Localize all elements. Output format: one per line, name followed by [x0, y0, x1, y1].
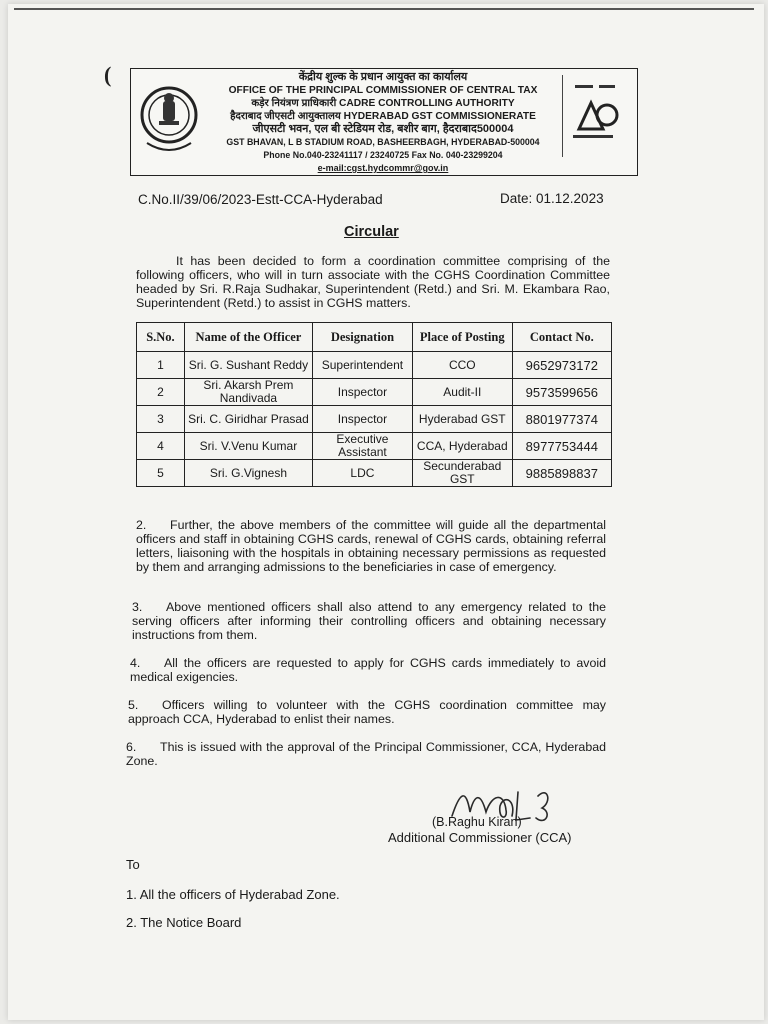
- table-row: [137, 352, 612, 379]
- cell-place: Hyderabad GST: [412, 406, 512, 433]
- paragraph-text: This is issued with the approval of the Principal Commissioner, CCA, Hyderabad Zone.: [126, 740, 606, 768]
- cell-contact: 8977753444: [512, 433, 611, 460]
- intro-paragraph: It has been decided to form a coordination committee comprising of the following officers, who will in turn associate with the CGHS Coordination Committee headed by Sri. R.Raja Sudhakar, Superintendent (Retd.) and Sri. M. Ekambara Rao, Superintendent (Retd.) to assist in CGHS matters.: [136, 254, 610, 310]
- recipient-item: 1. All the officers of Hyderabad Zone.: [126, 887, 340, 902]
- cell-designation: Inspector: [312, 379, 412, 406]
- table-row: [137, 433, 612, 460]
- letterhead-hindi-title: केंद्रीय शुल्क के प्रधान आयुक्त का कार्यालय: [298, 71, 468, 83]
- gst-logo: [562, 75, 629, 157]
- header-place: Place of Posting: [412, 323, 512, 352]
- cell-name: Sri. G. Sushant Reddy: [184, 352, 312, 379]
- cell-place: CCA, Hyderabad: [412, 433, 512, 460]
- page-title: Circular: [344, 224, 399, 240]
- letterhead: [130, 68, 638, 176]
- table-row: [137, 406, 612, 433]
- cell-designation: Executive Assistant: [312, 433, 412, 460]
- signatory-name: (B.Raghu Kiran): [432, 815, 522, 829]
- cell-sno: 1: [137, 352, 185, 379]
- circular-date: Date: 01.12.2023: [500, 191, 604, 206]
- letterhead-hindi-address: जीएसटी भवन, एल बी स्टेडियम रोड, बशीर बाग, हैदराबाद500004: [252, 123, 514, 135]
- cell-sno: 5: [137, 460, 185, 487]
- cell-designation: Inspector: [312, 406, 412, 433]
- officers-table: [136, 322, 612, 487]
- letterhead-address: GST BHAVAN, L B STADIUM ROAD, BASHEERBAGH, HYDERABAD-500004: [226, 137, 540, 147]
- top-edge-line: [14, 8, 754, 10]
- paragraph-number: 4.: [130, 656, 141, 670]
- signatory-designation: Additional Commissioner (CCA): [388, 830, 572, 845]
- cell-contact: 9573599656: [512, 379, 611, 406]
- letterhead-commissionerate: हैदराबाद जीएसटी आयुक्तालय HYDERABAD GST COMMISSIONERATE: [230, 111, 536, 122]
- letterhead-text: [203, 71, 563, 175]
- punch-mark: (: [104, 62, 112, 87]
- paragraph-5: [128, 698, 606, 726]
- paragraph-6: [126, 740, 606, 768]
- cell-sno: 4: [137, 433, 185, 460]
- paragraph-2: [136, 518, 606, 574]
- cell-place: CCO: [412, 352, 512, 379]
- header-name: Name of the Officer: [184, 323, 312, 352]
- header-contact: Contact No.: [512, 323, 611, 352]
- letterhead-phone: Phone No.040-23241117 / 23240725 Fax No. 040-23299204: [263, 150, 503, 160]
- paragraph-3: [132, 600, 606, 642]
- header-designation: Designation: [312, 323, 412, 352]
- cell-contact: 9652973172: [512, 352, 611, 379]
- paragraph-number: 3.: [132, 600, 143, 614]
- cell-name: Sri. V.Venu Kumar: [184, 433, 312, 460]
- paragraph-text: All the officers are requested to apply for CGHS cards immediately to avoid medical exigencies.: [130, 656, 606, 684]
- cell-place: Secunderabad GST: [412, 460, 512, 487]
- table-header-row: [137, 323, 612, 352]
- emblem-seal-icon: [139, 81, 199, 157]
- gst-logo-icon: [569, 81, 623, 151]
- cell-sno: 2: [137, 379, 185, 406]
- to-label: To: [126, 857, 140, 872]
- cell-name: Sri. C. Giridhar Prasad: [184, 406, 312, 433]
- paragraph-number: 6.: [126, 740, 137, 754]
- table-row: [137, 460, 612, 487]
- table-row: [137, 379, 612, 406]
- recipient-item: 2. The Notice Board: [126, 915, 242, 930]
- cell-sno: 3: [137, 406, 185, 433]
- cell-place: Audit-II: [412, 379, 512, 406]
- paragraph-number: 5.: [128, 698, 139, 712]
- paragraph-text: Officers willing to volunteer with the CGHS coordination committee may approach CCA, Hyderabad to enlist their names.: [128, 698, 606, 726]
- cell-name: Sri. G.Vignesh: [184, 460, 312, 487]
- paragraph-number: 2.: [136, 518, 147, 532]
- cell-designation: Superintendent: [312, 352, 412, 379]
- letterhead-email: e-mail:cgst.hydcommr@gov.in: [317, 163, 449, 173]
- cell-designation: LDC: [312, 460, 412, 487]
- header-sno: S.No.: [137, 323, 185, 352]
- reference-number: C.No.II/39/06/2023-Estt-CCA-Hyderabad: [138, 192, 383, 207]
- paragraph-4: [130, 656, 606, 684]
- cell-name: Sri. Akarsh Prem Nandivada: [184, 379, 312, 406]
- paragraph-text: Further, the above members of the committee will guide all the departmental officers and staff in obtaining CGHS cards, renewal of CGHS cards, obtaining referral letters, liaisoning with the hospitals in obtaining necessary permissions as requested by them and arranging admissions to the beneficiaries in case of emergency.: [136, 518, 606, 574]
- cell-contact: 9885898837: [512, 460, 611, 487]
- letterhead-authority: कड़ेर नियंत्रण प्राधिकारी CADRE CONTROLLING AUTHORITY: [251, 98, 515, 109]
- paragraph-text: Above mentioned officers shall also attend to any emergency related to the serving officers after informing their controlling officers and obtaining necessary instructions from them.: [132, 600, 606, 642]
- letterhead-office-title: OFFICE OF THE PRINCIPAL COMMISSIONER OF CENTRAL TAX: [228, 85, 538, 96]
- cell-contact: 8801977374: [512, 406, 611, 433]
